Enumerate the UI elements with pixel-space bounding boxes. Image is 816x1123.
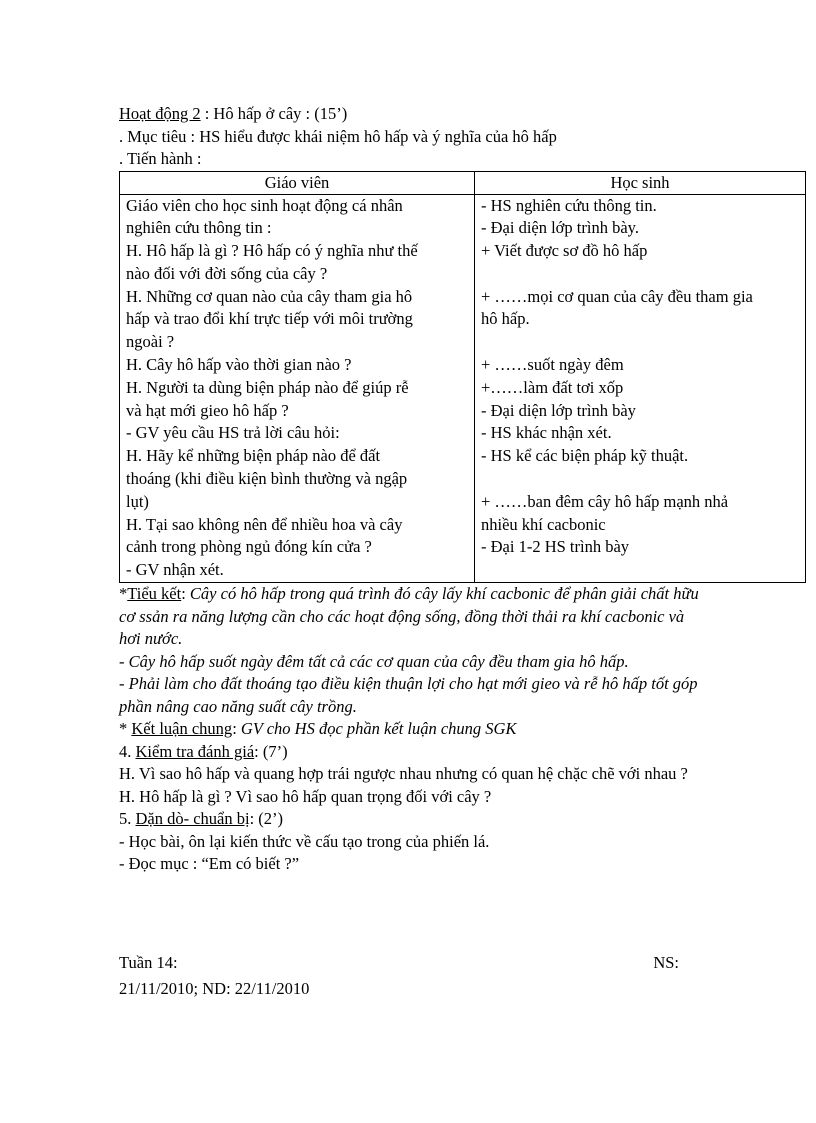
footer xyxy=(119,950,679,1002)
table-body-row xyxy=(120,194,806,583)
teacher-line: H. Hãy kể những biện pháp nào để đất xyxy=(126,446,381,466)
teacher-line: nghiên cứu thông tin : xyxy=(126,218,272,238)
teacher-line: H. Hô hấp là gì ? Hô hấp có ý nghĩa như thế xyxy=(126,241,418,261)
teacher-column xyxy=(120,194,475,583)
student-line: - HS kể các biện pháp kỹ thuật. xyxy=(481,446,689,466)
student-line: - Đại diện lớp trình bày xyxy=(481,400,636,420)
conclusion-line xyxy=(119,718,699,741)
summary-star: * xyxy=(119,584,128,604)
ns-label: NS: xyxy=(653,953,679,972)
homework-heading xyxy=(119,808,699,831)
teacher-line: cảnh trong phòng ngủ đóng kín cửa ? xyxy=(126,537,372,557)
homework-label: Dặn dò- chuẩn bị xyxy=(135,809,250,829)
dates-label: 21/11/2010; ND: 22/11/2010 xyxy=(119,979,310,998)
conclusion-colon: : xyxy=(232,719,241,739)
summary-colon: : xyxy=(181,584,190,604)
activity-table xyxy=(119,171,806,584)
lesson-page xyxy=(119,103,809,876)
homework-item-2: - Đọc mục : “Em có biết ?” xyxy=(119,854,300,874)
student-line: + ……ban đêm cây hô hấp mạnh nhả xyxy=(481,491,729,511)
teacher-line: - GV yêu cầu HS trả lời câu hỏi: xyxy=(126,423,340,443)
assessment-label: Kiểm tra đánh giá xyxy=(135,741,255,761)
week-label: Tuần 14: xyxy=(119,953,178,972)
teacher-line: hấp và trao đổi khí trực tiếp với môi trường xyxy=(126,309,413,329)
teacher-line: H. Cây hô hấp vào thời gian nào ? xyxy=(126,355,352,375)
student-line: - Đại 1-2 HS trình bày xyxy=(481,537,630,557)
student-line: - Đại diện lớp trình bày. xyxy=(481,218,639,238)
summary-point-3: - Phải làm cho đất thoáng tạo điều kiện thuận lợi cho hạt mới gieo và rễ hô hấp tốt góp phần nâng cao năng suất cây trồng. xyxy=(119,674,698,716)
student-line: + Viết được sơ đồ hô hấp xyxy=(481,241,648,261)
student-line xyxy=(481,263,799,286)
objective-line: . Mục tiêu : HS hiểu được khái niệm hô hấp và ý nghĩa của hô hấp xyxy=(119,126,557,146)
header-teacher: Giáo viên xyxy=(120,171,475,194)
assessment-prefix: 4. xyxy=(119,741,136,761)
summary-section xyxy=(119,583,699,876)
student-line: - HS khác nhận xét. xyxy=(481,423,612,443)
activity-title-rest: : Hô hấp ở cây : (15’) xyxy=(200,104,348,123)
activity-title xyxy=(119,103,809,126)
student-line: nhiều khí cacbonic xyxy=(481,514,606,534)
teacher-line: Giáo viên cho học sinh hoạt động cá nhân xyxy=(126,195,403,215)
summary-paragraph xyxy=(119,583,699,651)
student-line xyxy=(481,559,799,582)
teacher-line: - GV nhận xét. xyxy=(126,560,224,580)
student-line: + ……suốt ngày đêm xyxy=(481,355,624,375)
assessment-suffix: : (7’) xyxy=(254,741,288,761)
summary-point-2: - Cây hô hấp suốt ngày đêm tất cả các cơ quan của cây đều tham gia hô hấp. xyxy=(119,651,629,671)
teacher-line: nào đối với đời sống của cây ? xyxy=(126,263,328,283)
footer-dates-row xyxy=(119,976,679,1002)
conclusion-text: GV cho HS đọc phần kết luận chung SGK xyxy=(240,719,517,739)
teacher-line: H. Những cơ quan nào của cây tham gia hô xyxy=(126,286,413,306)
summary-label: Tiểu kết xyxy=(127,584,182,604)
activity-heading: Hoạt động 2 xyxy=(119,104,201,123)
table-header-row xyxy=(120,171,806,194)
header-student: Học sinh xyxy=(475,171,806,194)
summary-text: Cây có hô hấp trong quá trình đó cây lấy khí cacbonic để phân giải chất hữu cơ ssản ra năng lượng cần cho các hoạt động sống, đồng thời thải ra khí cacbonic và hơi nước. xyxy=(119,584,699,649)
student-line: +……làm đất tơi xốp xyxy=(481,377,624,397)
procedure-line: . Tiến hành : xyxy=(119,149,202,168)
teacher-line: và hạt mới gieo hô hấp ? xyxy=(126,400,289,420)
homework-item-1: - Học bài, ôn lại kiến thức về cấu tạo trong của phiến lá. xyxy=(119,831,490,851)
teacher-line: ngoài ? xyxy=(126,332,175,352)
student-column xyxy=(475,194,806,583)
student-line: - HS nghiên cứu thông tin. xyxy=(481,195,657,215)
assessment-question-2: H. Hô hấp là gì ? Vì sao hô hấp quan trọng đối với cây ? xyxy=(119,786,492,806)
student-line: + ……mọi cơ quan của cây đều tham gia xyxy=(481,286,753,306)
conclusion-label: Kết luận chung xyxy=(131,719,233,739)
homework-suffix: : (2’) xyxy=(249,809,284,829)
student-line xyxy=(481,331,799,354)
student-line: hô hấp. xyxy=(481,309,530,329)
homework-prefix: 5. xyxy=(119,809,136,829)
teacher-line: lụt) xyxy=(126,491,149,511)
teacher-line: H. Tại sao không nên để nhiều hoa và cây xyxy=(126,514,403,534)
assessment-heading xyxy=(119,741,699,764)
teacher-line: H. Người ta dùng biện pháp nào để giúp rễ xyxy=(126,377,409,397)
student-line xyxy=(481,468,799,491)
assessment-question-1: H. Vì sao hô hấp và quang hợp trái ngược nhau nhưng có quan hệ chặc chẽ với nhau ? xyxy=(119,764,688,784)
conclusion-prefix: * xyxy=(119,719,132,739)
footer-row xyxy=(119,950,679,976)
teacher-line: thoáng (khi điều kiện bình thường và ngập xyxy=(126,469,408,489)
